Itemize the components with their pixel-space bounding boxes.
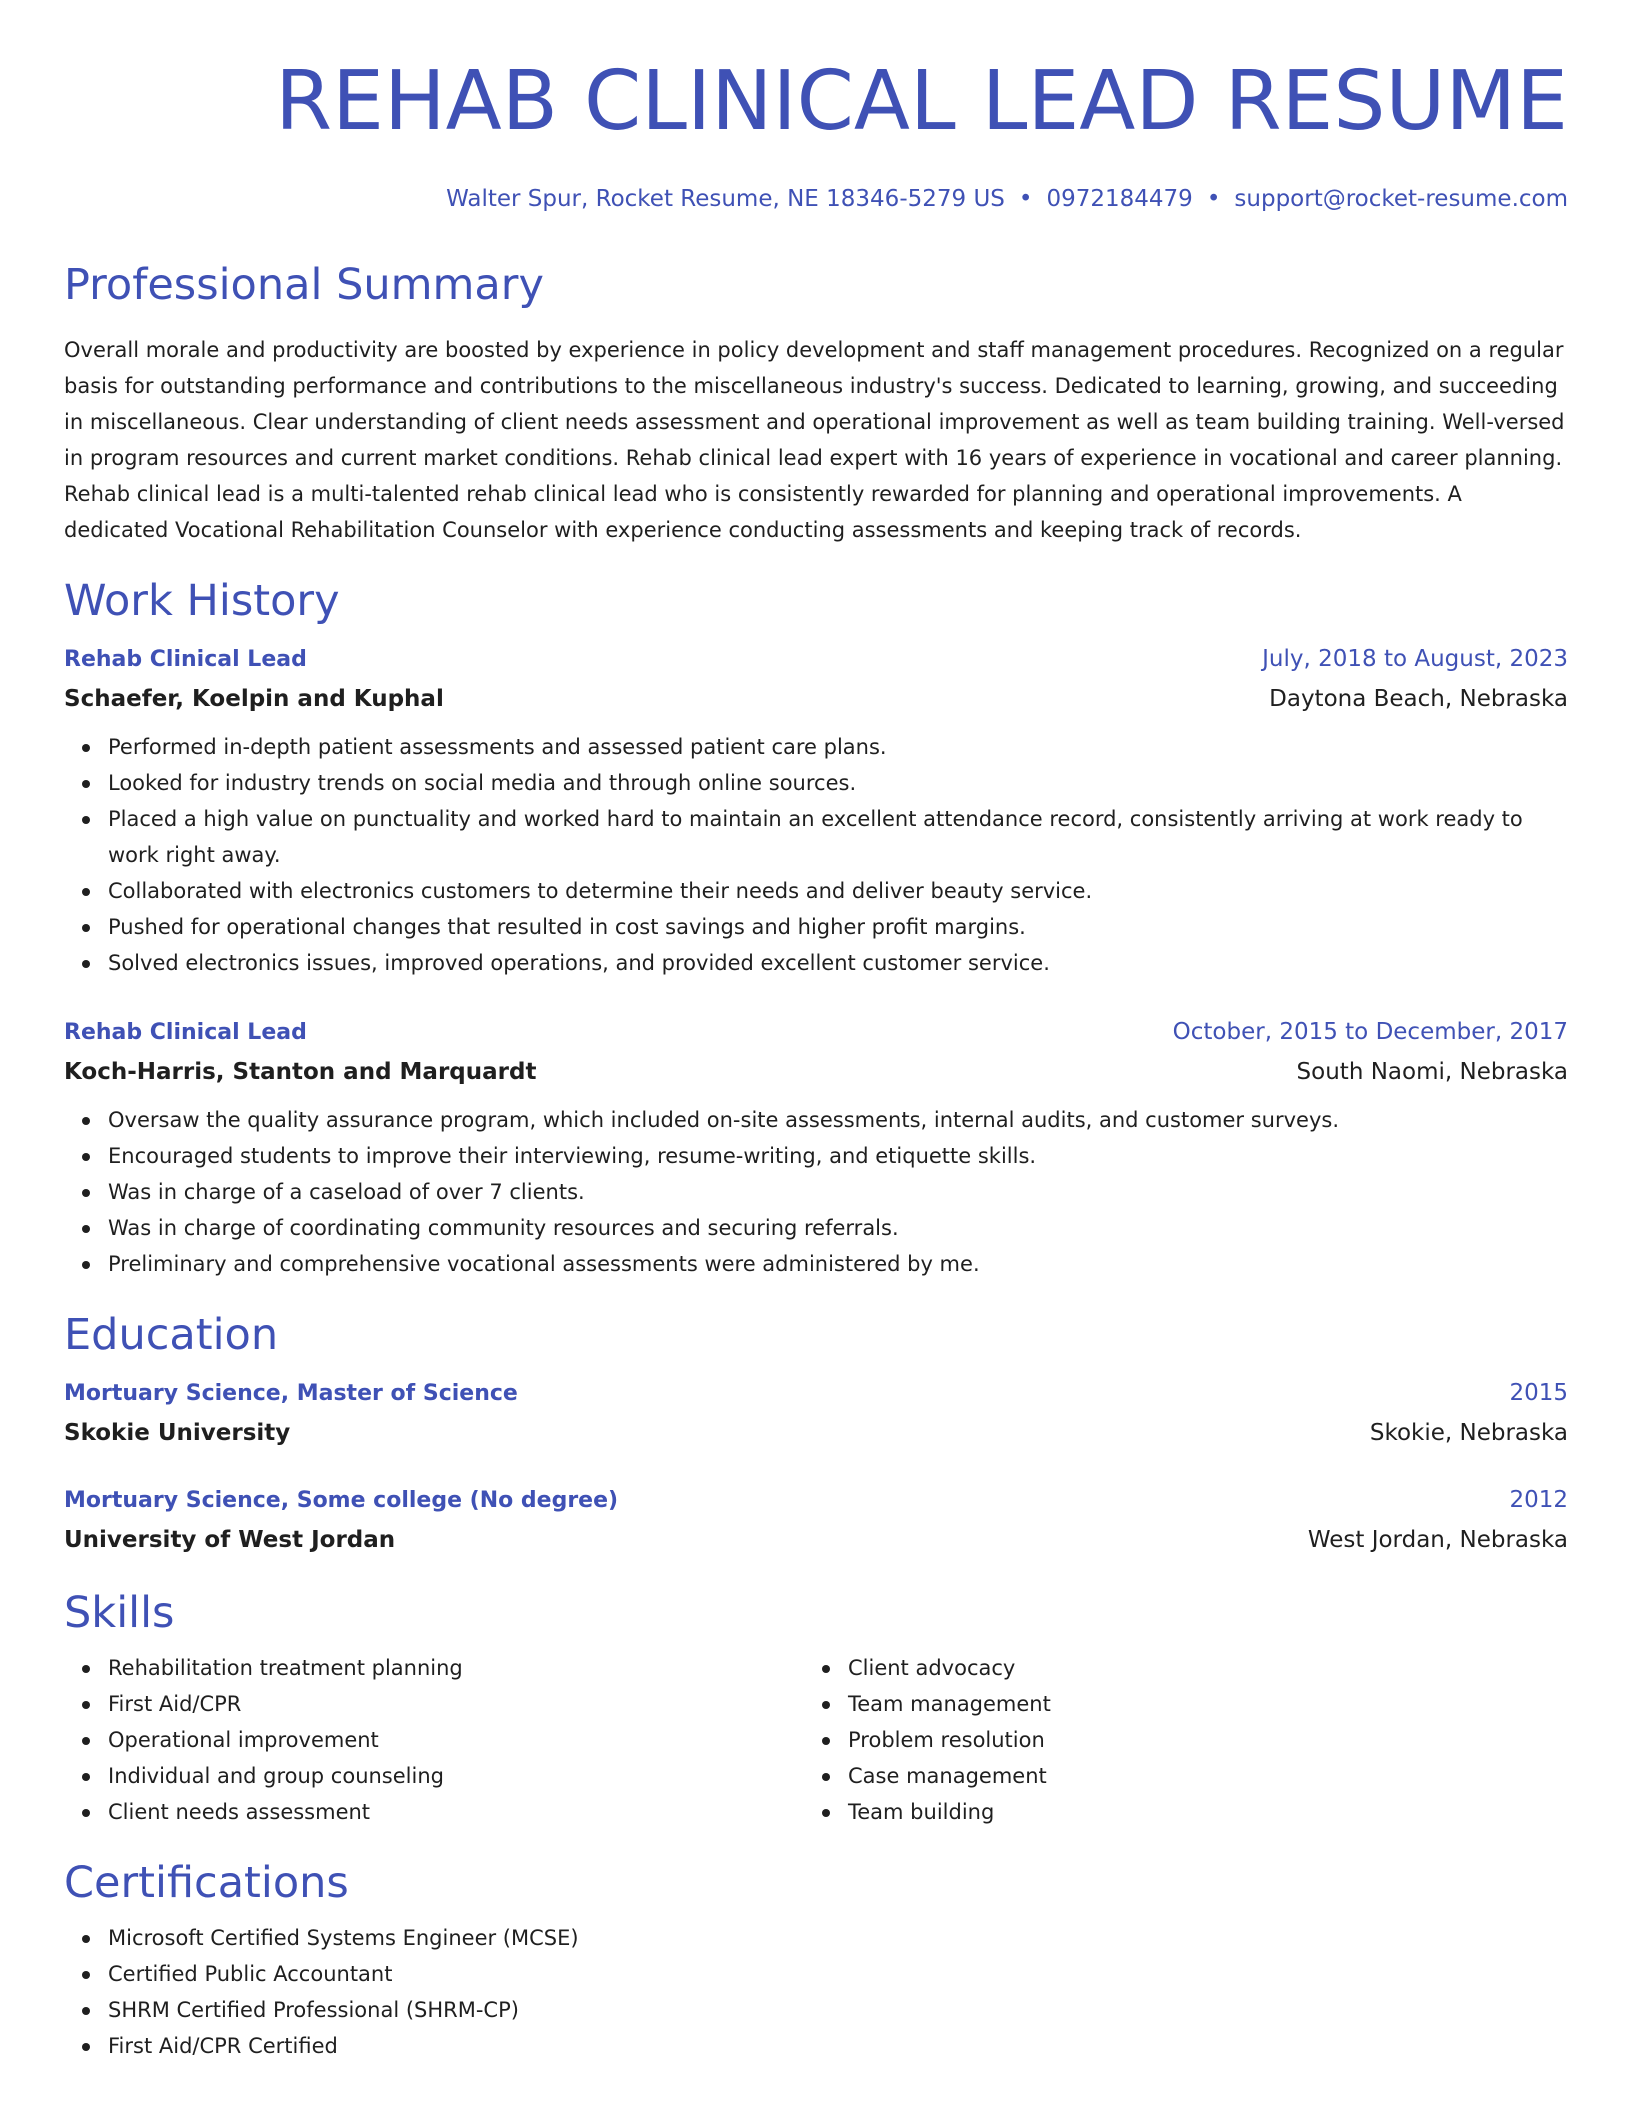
certification-item: Microsoft Certified Systems Engineer (MCSE) xyxy=(108,1920,1568,1956)
resume-title: REHAB CLINICAL LEAD RESUME xyxy=(275,54,1568,149)
job-bullet: Was in charge of a caseload of over 7 clients. xyxy=(108,1174,1568,1210)
skill-item: Team management xyxy=(848,1686,1544,1722)
certification-item: First Aid/CPR Certified xyxy=(108,2028,1568,2064)
education-header xyxy=(64,1374,1568,1413)
job-dates: July, 2018 to August, 2023 xyxy=(1262,646,1568,672)
skill-item: Client needs assessment xyxy=(108,1794,804,1830)
certifications-list xyxy=(64,1920,1568,2064)
skill-item: Individual and group counseling xyxy=(108,1758,804,1794)
job-subheader xyxy=(64,679,1568,719)
contact-line xyxy=(64,184,1568,214)
skill-item: Rehabilitation treatment planning xyxy=(108,1650,804,1686)
certifications-heading: Certifications xyxy=(64,1858,349,1908)
contact-phone: 0972184479 xyxy=(1046,186,1193,212)
job-bullet: Looked for industry trends on social media and through online sources. xyxy=(108,765,1568,801)
summary-text: Overall morale and productivity are boosted by experience in policy development and staff management procedures. Recognized on a regular basis for outstanding performance and contributions to the miscellaneous industry's success. Dedicated to learning, growing, and succeeding in miscellaneous. Clear understanding of client needs assessment and operational improvement as well as team building training. Well-versed in program resources and current market conditions. Rehab clinical lead expert with 16 years of experience in vocational and career planning. Rehab clinical lead is a multi-talented rehab clinical lead who is consistently rewarded for planning and operational improvements. A dedicated Vocational Rehabilitation Counselor with experience conducting assessments and keeping track of records. xyxy=(64,338,1565,542)
job-bullet: Pushed for operational changes that resulted in cost savings and higher profit margins. xyxy=(108,909,1568,945)
job-bullet: Collaborated with electronics customers to determine their needs and deliver beauty service. xyxy=(108,873,1568,909)
job-bullet: Oversaw the quality assurance program, which included on-site assessments, internal audits, and customer surveys. xyxy=(108,1102,1568,1138)
job-bullet: Was in charge of coordinating community resources and securing referrals. xyxy=(108,1210,1568,1246)
job-title: Rehab Clinical Lead xyxy=(64,1020,307,1045)
job-entry xyxy=(64,640,1568,981)
education-degree: Mortuary Science, Some college (No degree) xyxy=(64,1488,619,1513)
job-entry xyxy=(64,1013,1568,1282)
skill-item: Case management xyxy=(848,1758,1544,1794)
job-header xyxy=(64,1013,1568,1052)
skill-item: First Aid/CPR xyxy=(108,1686,804,1722)
skill-item: Team building xyxy=(848,1794,1544,1830)
education-entry xyxy=(64,1481,1568,1560)
education-year: 2012 xyxy=(1509,1487,1568,1513)
skill-item: Problem resolution xyxy=(848,1722,1544,1758)
job-bullet: Solved electronics issues, improved operations, and provided excellent customer service. xyxy=(108,945,1568,981)
education-header xyxy=(64,1481,1568,1520)
education-location: Skokie, Nebraska xyxy=(1369,1420,1568,1446)
skills-heading: Skills xyxy=(64,1588,175,1638)
work-history-heading: Work History xyxy=(64,576,340,626)
skills-list-right xyxy=(804,1650,1544,1830)
job-bullet: Preliminary and comprehensive vocational assessments were administered by me. xyxy=(108,1246,1568,1282)
job-bullet: Performed in-depth patient assessments and assessed patient care plans. xyxy=(108,729,1568,765)
education-year: 2015 xyxy=(1509,1380,1568,1406)
resume-page xyxy=(64,0,1568,2064)
contact-separator: • xyxy=(1018,186,1033,212)
job-title: Rehab Clinical Lead xyxy=(64,647,307,672)
job-dates: October, 2015 to December, 2017 xyxy=(1172,1019,1568,1045)
education-school: University of West Jordan xyxy=(64,1527,396,1553)
job-bullet: Encouraged students to improve their interviewing, resume-writing, and etiquette skills. xyxy=(108,1138,1568,1174)
job-location: South Naomi, Nebraska xyxy=(1296,1059,1568,1085)
skills-list-left xyxy=(64,1650,804,1830)
education-heading: Education xyxy=(64,1310,279,1360)
certification-item: Certified Public Accountant xyxy=(108,1956,1568,1992)
job-subheader xyxy=(64,1052,1568,1092)
job-location: Daytona Beach, Nebraska xyxy=(1269,686,1568,712)
education-subheader xyxy=(64,1413,1568,1453)
job-company: Schaefer, Koelpin and Kuphal xyxy=(64,686,444,712)
job-bullets xyxy=(64,729,1568,981)
job-company: Koch-Harris, Stanton and Marquardt xyxy=(64,1059,537,1085)
contact-email[interactable]: support@rocket-resume.com xyxy=(1234,186,1568,212)
certification-item: SHRM Certified Professional (SHRM-CP) xyxy=(108,1992,1568,2028)
skills-columns xyxy=(64,1650,1568,1830)
job-bullets xyxy=(64,1102,1568,1282)
contact-address: Walter Spur, Rocket Resume, NE 18346-5279 US xyxy=(446,186,1005,212)
education-school: Skokie University xyxy=(64,1420,291,1446)
education-location: West Jordan, Nebraska xyxy=(1307,1527,1568,1553)
education-degree: Mortuary Science, Master of Science xyxy=(64,1381,518,1406)
skill-item: Client advocacy xyxy=(848,1650,1544,1686)
contact-separator: • xyxy=(1206,186,1221,212)
job-header xyxy=(64,640,1568,679)
education-entry xyxy=(64,1374,1568,1453)
job-bullet: Placed a high value on punctuality and worked hard to maintain an excellent attendance record, consistently arriving at work ready to work right away. xyxy=(108,801,1568,873)
education-subheader xyxy=(64,1520,1568,1560)
summary-heading: Professional Summary xyxy=(64,260,544,310)
skill-item: Operational improvement xyxy=(108,1722,804,1758)
